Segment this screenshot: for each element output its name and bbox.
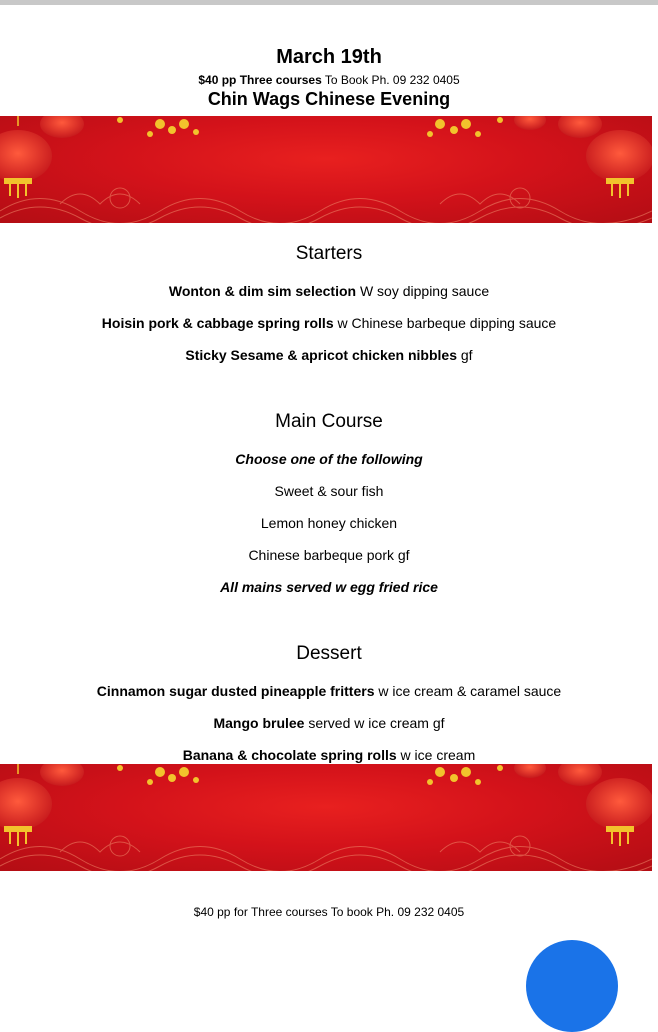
lantern-left-icon [0, 116, 84, 198]
dessert-item-desc: w ice cream [396, 747, 476, 763]
dessert-item-desc: w ice cream & caramel sauce [374, 683, 562, 699]
starter-item-name: Hoisin pork & cabbage spring rolls [101, 315, 334, 331]
dessert-item [0, 683, 658, 699]
starter-item-desc: w Chinese barbeque dipping sauce [333, 315, 557, 331]
main-course-note: All mains served w egg fried rice [220, 579, 438, 595]
event-name: Chin Wags Chinese Evening [207, 89, 451, 109]
starter-item [0, 315, 658, 331]
starter-item [0, 283, 658, 299]
dessert-heading: Dessert [296, 643, 362, 664]
main-course-option: Chinese barbeque pork gf [248, 547, 410, 563]
top-scroll-bar [0, 0, 658, 5]
blossom-icons [117, 765, 503, 785]
chinese-lantern-banner-top [0, 116, 652, 223]
starters-heading: Starters [295, 243, 363, 264]
blossom-icons [117, 117, 503, 137]
dessert-item-name: Cinnamon sugar dusted pineapple fritters [96, 683, 375, 699]
starter-item-desc: W soy dipping sauce [356, 283, 490, 299]
lantern-banner-art [0, 764, 652, 871]
lantern-right-icon [514, 764, 652, 846]
price-text: $40 pp Three courses [198, 73, 322, 87]
event-date: March 19th [276, 46, 382, 68]
starter-item [0, 347, 658, 363]
main-course-heading: Main Course [275, 411, 383, 432]
booking-phone-text: To Book Ph. 09 232 0405 [321, 73, 460, 87]
dessert-item [0, 747, 658, 763]
chinese-lantern-banner-bottom [0, 764, 652, 871]
dessert-item [0, 715, 658, 731]
starter-item-desc: gf [456, 347, 473, 363]
floating-action-button[interactable] [526, 940, 618, 1032]
price-booking-line [0, 73, 658, 87]
lantern-banner-art [0, 116, 652, 223]
footer-booking-text: $40 pp for Three courses To book Ph. 09 232 0405 [193, 905, 465, 919]
main-course-option: Sweet & sour fish [274, 483, 384, 499]
dessert-item-name: Mango brulee [213, 715, 305, 731]
lantern-left-icon [0, 764, 84, 846]
lantern-right-icon [514, 116, 652, 198]
main-course-intro: Choose one of the following [235, 451, 423, 467]
dessert-item-desc: served w ice cream gf [304, 715, 445, 731]
main-course-option: Lemon honey chicken [260, 515, 398, 531]
dessert-item-name: Banana & chocolate spring rolls [182, 747, 397, 763]
starter-item-name: Wonton & dim sim selection [168, 283, 357, 299]
starter-item-name: Sticky Sesame & apricot chicken nibbles [185, 347, 457, 363]
